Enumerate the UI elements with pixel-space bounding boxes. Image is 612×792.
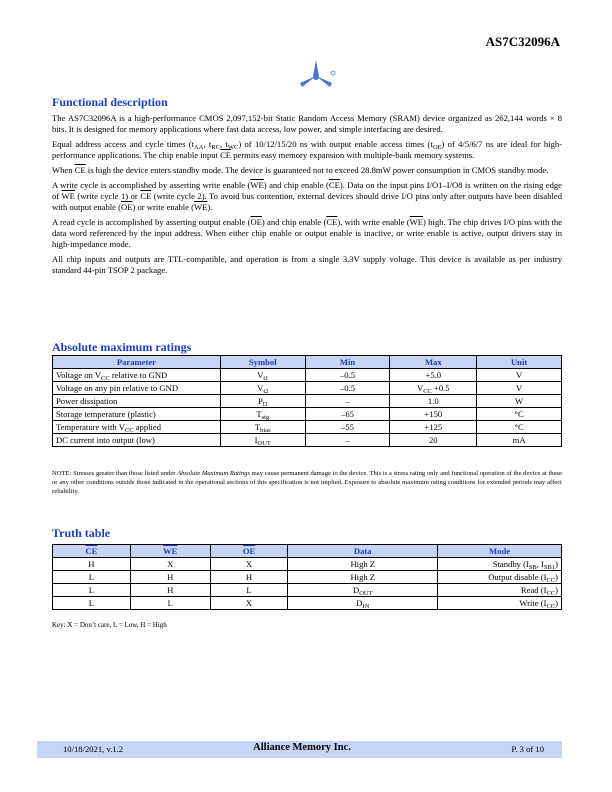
max-cell: $V_{CC} +0.5$ (390, 382, 477, 395)
paragraph-5: A read cycle is accomplished by asserting output enable $(\overline{OE})$ and chip enable $(\overline{CE})$, with write enable $(\overline{WE})$ high. The chip drives I/O pins with the data word referenced by the input address. When either chip enable or output enable is inactive, or write enable is active, output drivers stay in high-impedance mode. (52, 217, 563, 249)
max-cell: +5.0 (390, 369, 477, 382)
ce-cell: H (53, 558, 131, 571)
mode-cell: Output disable $(I_{CC})$ (438, 571, 562, 584)
truth-table (52, 544, 562, 610)
min-cell: –0.5 (305, 369, 390, 382)
footer-company: Alliance Memory Inc. (253, 742, 351, 753)
ce-cell: L (53, 571, 131, 584)
alliance-logo-icon (296, 56, 336, 96)
unit-cell: V (477, 382, 562, 395)
truth-heading: Truth table (52, 526, 111, 540)
paragraph-3: When $\overline{CE}$ is high the device enters standby mode. The device is guaranteed not to exceed 28.8mW power consumption in CMOS standby mode. (52, 165, 549, 175)
symbol-cell: $P_D$ (220, 395, 305, 408)
ce-cell: L (53, 584, 131, 597)
param-cell: Power dissipation (53, 395, 221, 408)
table-row (53, 421, 562, 434)
mode-cell: Write $(I_{CC})$ (438, 597, 562, 610)
functional-description (52, 113, 562, 280)
mode-cell: Standby ($I_{SB}$, $I_{SB1}$) (438, 558, 562, 571)
table-row (53, 584, 562, 597)
footer-date: 10/18/2021, v.1.2 (63, 744, 124, 754)
max-cell: +150 (390, 408, 477, 421)
paragraph-1: The AS7C32096A is a high-performance CMOS 2,097,152-bit Static Random Access Memory (SRAM) device organized as 262,144 words × 8 bits. It is designed for memory applications where fast data access, low power, and simple interfacing are desired. (52, 113, 562, 134)
table-row (53, 395, 562, 408)
param-cell: Storage temperature (plastic) (53, 408, 221, 421)
we-cell: L (130, 597, 210, 610)
unit-cell: mA (477, 434, 562, 447)
col-header: Unit (477, 356, 562, 369)
min-cell: –0.5 (305, 382, 390, 395)
table-row (53, 408, 562, 421)
ratings-heading: Absolute maximum ratings (52, 340, 192, 354)
max-cell: 20 (390, 434, 477, 447)
param-cell: Voltage on any pin relative to GND (53, 382, 221, 395)
col-header: $\overline{WE}$ (130, 545, 210, 558)
min-cell: –65 (305, 408, 390, 421)
min-cell: – (305, 434, 390, 447)
oe-cell: X (210, 597, 288, 610)
param-cell: Temperature with $V_{CC}$ applied (53, 421, 221, 434)
unit-cell: W (477, 395, 562, 408)
symbol-cell: $V_{t2}$ (220, 382, 305, 395)
param-cell: Voltage on $V_{CC}$ relative to GND (53, 369, 221, 382)
truth-key: Key: X = Don’t care, L = Low, H = High (52, 621, 167, 629)
min-cell: –55 (305, 421, 390, 434)
table-row (53, 369, 562, 382)
data-cell: $D_{IN}$ (288, 597, 438, 610)
truth-header-row (53, 545, 562, 558)
ratings-table (52, 355, 562, 447)
param-cell: DC current into output (low) (53, 434, 221, 447)
mode-cell: Read $(I_{CC})$ (438, 584, 562, 597)
oe-cell: L (210, 584, 288, 597)
table-row (53, 571, 562, 584)
symbol-cell: $T_{stg}$ (220, 408, 305, 421)
data-cell: $D_{OUT}$ (288, 584, 438, 597)
col-header: Max (390, 356, 477, 369)
ce-cell: L (53, 597, 131, 610)
we-cell: H (130, 584, 210, 597)
paragraph-6: All chip inputs and outputs are TTL-compatible, and operation is from a single 3.3V supply voltage. This device is available as per industry standard 44-pin TSOP 2 package. (52, 254, 562, 275)
data-cell: High Z (288, 558, 438, 571)
part-number: AS7C32096A (485, 34, 560, 49)
col-header: Min (305, 356, 390, 369)
table-row (53, 382, 562, 395)
col-header: Data (288, 545, 438, 558)
col-header: Mode (438, 545, 562, 558)
data-cell: High Z (288, 571, 438, 584)
unit-cell: °C (477, 408, 562, 421)
ratings-note: NOTE: Stresses greater than those listed under Absolute Maximum Ratings may cause permanent damage to the device. This is a stress rating only and functional operation of the device at these or any other conditions outside those indicated in the operational sections of this specification is not implied. Exposure to absolute maximum rating conditions for extended periods may affect reliability. (52, 470, 562, 495)
min-cell: – (305, 395, 390, 408)
col-header: Symbol (220, 356, 305, 369)
table-row (53, 597, 562, 610)
symbol-cell: $T_{bias}$ (220, 421, 305, 434)
functional-heading: Functional description (52, 95, 168, 109)
oe-cell: X (210, 558, 288, 571)
table-row (53, 558, 562, 571)
ratings-header-row (53, 356, 562, 369)
paragraph-4: A write cycle is accomplished by asserting write enable $(\overline{WE})$ and chip enable $(\overline{CE})$. Data on the input pins I/O1–I/O8 is written on the rising edge of $\overline{WE}$ (write cycle 1) or $\overline{CE}$ (write cycle 2). To avoid bus contention, external devices should drive I/O pins only after outputs have been disabled with output enable $(\overline{OE})$ or write enable $(\overline{WE})$. (52, 180, 562, 212)
footer-page: P. 3 of 10 (511, 744, 544, 754)
table-row (53, 434, 562, 447)
we-cell: H (130, 571, 210, 584)
we-cell: X (130, 558, 210, 571)
col-header: Parameter (53, 356, 221, 369)
max-cell: 1.0 (390, 395, 477, 408)
unit-cell: V (477, 369, 562, 382)
unit-cell: °C (477, 421, 562, 434)
max-cell: +125 (390, 421, 477, 434)
symbol-cell: $V_{t1}$ (220, 369, 305, 382)
footer-bar (37, 741, 562, 758)
col-header: $\overline{OE}$ (210, 545, 288, 558)
oe-cell: H (210, 571, 288, 584)
col-header: $\overline{CE}$ (53, 545, 131, 558)
symbol-cell: $I_{OUT}$ (220, 434, 305, 447)
paragraph-2: Equal address access and cycle times ($t_{AA}$, $t_{RC}$, $t_{WC}$) of 10/12/15/20 ns with output enable access times $(t_{OE})$ of 4/5/6/7 ns are ideal for high-performance applications. The chip enable input $\overline{CE}$ permits easy memory expansion with multiple-bank memory systems. (52, 139, 563, 160)
